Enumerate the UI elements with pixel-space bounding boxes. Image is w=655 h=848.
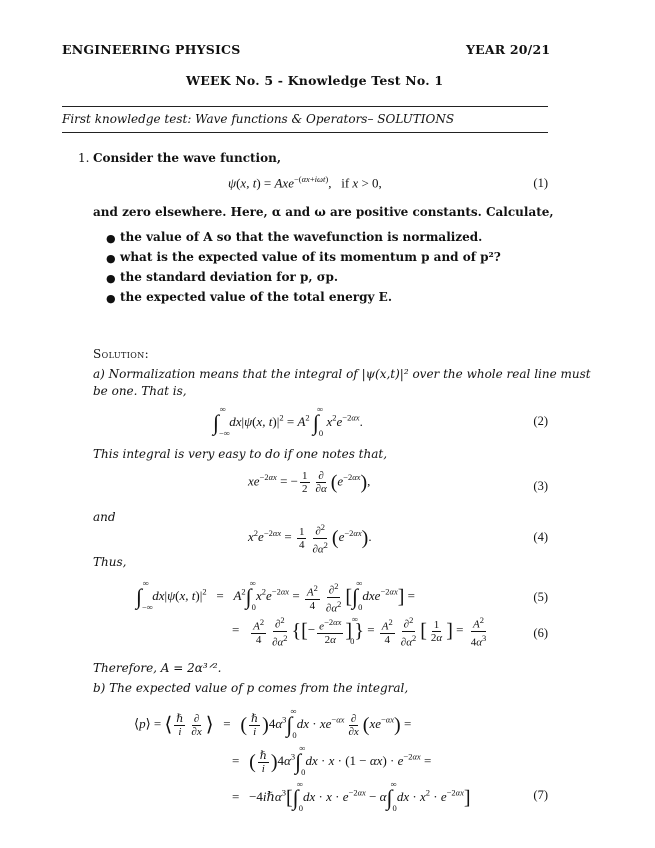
equation-label: (2): [533, 414, 548, 428]
part-b-text: b) The expected value of p comes from the integral,: [93, 681, 409, 695]
course-title: ENGINEERING PHYSICS: [62, 42, 241, 57]
equation-label: (7): [533, 788, 548, 802]
test-subtitle: First knowledge test: Wave functions & Operators– SOLUTIONS: [62, 112, 455, 126]
problem-number: 1.: [78, 151, 90, 165]
therefore-line: Therefore, A = 2α³ᐟ².: [93, 661, 222, 675]
bullet-item: the expected value of the total energy E.: [120, 290, 392, 304]
equation-label: (4): [533, 530, 548, 544]
problem-conditions: and zero elsewhere. Here, α and ω are positive constants. Calculate,: [93, 205, 554, 219]
bullet-icon: ●: [106, 272, 116, 285]
thus-connector: Thus,: [93, 555, 127, 569]
week-title: WEEK No. 5 - Knowledge Test No. 1: [186, 73, 444, 88]
equation-4: $x^2e^{-2\alpha x}$ = $\frac{1}{4}$ $\frac{\partial^2}{\partial\alpha^2}$ $(e^{-2\alpha x})$.: [248, 522, 372, 556]
equation-label: (6): [533, 626, 548, 640]
bullet-icon: ●: [106, 252, 116, 265]
top-rule: [62, 106, 548, 107]
equation-2: $\int_{-\infty}^\infty$ dx|ψ(x, $t)|^2 = A^2$ $\int_0^\infty$ $x^2e^{-2\alpha x}$.: [213, 404, 363, 438]
equation-7-line3: = $-4i\hbar\alpha^3[\int_0^\infty dx \cdot x \cdot e^{-2\alpha x} - \alpha\int_0^\infty dx \cdot x^2 \cdot e^{-2\alpha x}]$: [232, 779, 471, 813]
equation-3: $xe^{-2\alpha x}$ = − $\frac{1}{2}$ $\frac{\partial}{\partial\alpha}$ $(e^{-2\alpha x})$,: [248, 470, 371, 495]
part-a-text-line1: a) Normalization means that the integral of |ψ(x,t)|² over the whole real line must: [93, 367, 591, 381]
bottom-rule: [62, 132, 548, 133]
part-a-text-line2: be one. That is,: [93, 384, 187, 398]
academic-year: YEAR 20/21: [466, 42, 551, 57]
equation-6: = $\frac{A^2}{4}$ $\frac{\partial^2}{\partial\alpha^2}$ {[− $\frac{e^{-2\alpha x}}{2\alpha}$ ]$^\infty_0$} = $\frac{A^2}{4}$ $\frac{\partial^2}{\partial\alpha^2}$ [ $\frac{1}{2\alpha}$ ] = $\frac{A^2}{4\alpha^3}$: [232, 614, 487, 649]
bullet-icon: ●: [106, 232, 116, 245]
equation-1-label: (1): [533, 176, 548, 190]
equation-5: $\int_{-\infty}^\infty$ dx|ψ(x, $t)|^2 = A^2\int_0^\infty x^2e^{-2\alpha x}$ = $\frac{A^2}{4}$ $\frac{\partial^2}{\partial\alpha^2}$ $[\int_0^\infty dxe^{-2\alpha x}]$ =: [136, 578, 415, 615]
equation-label: (3): [533, 479, 548, 493]
equation-7-line1: ⟨p⟩ = ⟨ $\frac{\text{ℏ}}{i}$ $\frac{\partial}{\partial x}$ ⟩ = ( $\frac{\text{ℏ}}{i}$ )$4\alpha^3\int_0^\infty dx \cdot xe^{-\alpha x}$ $\frac{\partial}{\partial x}$ $(xe^{-\alpha x})$ =: [134, 706, 412, 740]
integral-note: This integral is very easy to do if one notes that,: [93, 447, 388, 461]
solution-heading: Solution:: [93, 347, 150, 361]
bullet-item: what is the expected value of its momentum p and of p²?: [120, 250, 501, 264]
bullet-item: the value of A so that the wavefunction is normalized.: [120, 230, 483, 244]
problem-intro: Consider the wave function,: [93, 151, 282, 165]
equation-label: (5): [533, 590, 548, 604]
equation-1: ψ(x, t) = Axe$^{-(\alpha x+i\omega t)}$, if x > 0,: [228, 174, 382, 191]
and-connector: and: [93, 510, 116, 524]
bullet-item: the standard deviation for p, σp.: [120, 270, 339, 284]
equation-7-line2: = ( $\frac{\text{ℏ}}{i}$ )$4\alpha^3\int_0^\infty dx \cdot x \cdot (1 - \alpha x) \cdot e^{-2\alpha x}$ =: [232, 743, 432, 777]
bullet-icon: ●: [106, 292, 116, 305]
